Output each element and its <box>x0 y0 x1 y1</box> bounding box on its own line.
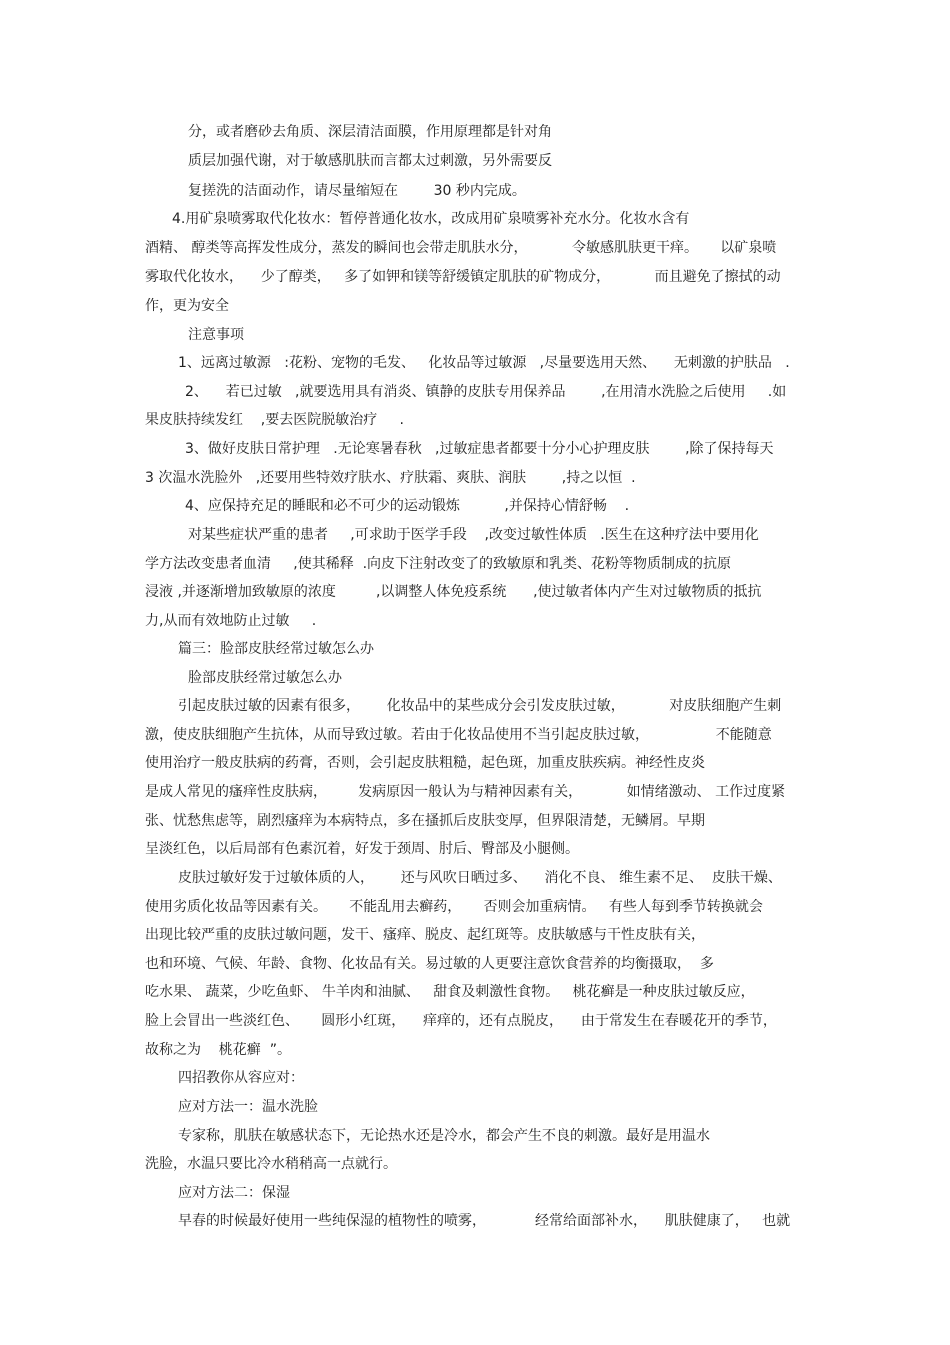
text-line: 出现比较严重的皮肤过敏问题，发干、瘙痒、脱皮、起红斑等。皮肤敏感与干性皮肤有关， <box>145 927 705 943</box>
text-line: 是成人常见的瘙痒性皮肤病， 发病原因一般认为与精神因素有关， 如情绪激动、 工作过度紧 <box>145 784 786 800</box>
section-heading: 篇三：脸部皮肤经常过敏怎么办 <box>178 641 374 657</box>
text-line: 学方法改变患者血清 ,使其稀释 .向皮下注射改变了的致敏原和乳类、花粉等物质制成的抗原 <box>145 556 732 572</box>
text-line: 对某些症状严重的患者 ,可求助于医学手段 ,改变过敏性体质 .医生在这种疗法中要用化 <box>188 527 759 543</box>
text-line: 雾取代化妆水， 少了醇类， 多了如钾和镁等舒缓镇定肌肤的矿物成分， 而且避免了擦拭的动 <box>145 269 781 285</box>
section-heading: 四招教你从容应对： <box>178 1070 304 1086</box>
method-heading: 应对方法一：温水洗脸 <box>178 1099 318 1115</box>
text-line: 4.用矿泉喷雾取代化妆水：暂停普通化妆水，改成用矿泉喷雾补充水分。化妆水含有 <box>172 211 690 227</box>
text-line: 作，更为安全 <box>145 298 229 314</box>
text-line: 使用劣质化妆品等因素有关。 不能乱用去癣药， 否则会加重病情。 有些人每到季节转换就会 <box>145 899 763 915</box>
article-title: 脸部皮肤经常过敏怎么办 <box>188 670 342 686</box>
text-line: 呈淡红色，以后局部有色素沉着，好发于颈周、肘后、臀部及小腿侧。 <box>145 841 579 857</box>
text-line: 酒精、 醇类等高挥发性成分，蒸发的瞬间也会带走肌肤水分， 令敏感肌肤更干痒。 以矿泉喷 <box>145 240 777 256</box>
text-line: 吃水果、 蔬菜，少吃鱼虾、 牛羊肉和油腻、 甜食及刺激性食物。 桃花癣是一种皮肤过敏反应， <box>145 984 755 1000</box>
text-line: 故称之为 桃花癣 ”。 <box>145 1042 291 1058</box>
text-line: 引起皮肤过敏的因素有很多， 化妆品中的某些成分会引发皮肤过敏， 对皮肤细胞产生刺 <box>178 698 782 714</box>
text-line: 3、做好皮肤日常护理 .无论寒暑春秋 ,过敏症患者都要十分小心护理皮肤 ,除了保持每天 <box>185 441 774 457</box>
text-line: 脸上会冒出一些淡红色、 圆形小红斑， 痒痒的，还有点脱皮， 由于常发生在春暖花开的季节， <box>145 1013 777 1029</box>
text-line: 激，使皮肤细胞产生抗体，从而导致过敏。若由于化妆品使用不当引起皮肤过敏， 不能随意 <box>145 727 772 743</box>
text-line: 2、 若已过敏 ,就要选用具有消炎、镇静的皮肤专用保养品 ,在用清水洗脸之后使用 .如 <box>185 384 787 400</box>
text-line: 早春的时候最好使用一些纯保湿的植物性的喷雾， 经常给面部补水， 肌肤健康了， 也就 <box>178 1213 791 1229</box>
text-line: 使用治疗一般皮肤病的药膏，否则，会引起皮肤粗糙，起色斑，加重皮肤疾病。神经性皮炎 <box>145 755 705 771</box>
text-line: 1、远离过敏源 :花粉、宠物的毛发、 化妆品等过敏源 ,尽量要选用天然、 无刺激的护肤品 . <box>178 355 790 371</box>
text-line: 也和环境、气候、年龄、食物、化妆品有关。易过敏的人更要注意饮食营养的均衡摄取， 多 <box>145 956 714 972</box>
text-line: 复搓洗的洁面动作，请尽量缩短在 30 秒内完成。 <box>188 183 526 199</box>
text-line: 皮肤过敏好发于过敏体质的人， 还与风吹日晒过多、 消化不良、 维生素不足、 皮肤干燥、 <box>178 870 782 886</box>
method-heading: 应对方法二：保湿 <box>178 1185 290 1201</box>
text-line: 浸液 ,并逐渐增加致敏原的浓度 ,以调整人体免疫系统 ,使过敏者体内产生对过敏物质的抵抗 <box>145 584 762 600</box>
text-line: 专家称，肌肤在敏感状态下，无论热水还是冷水，都会产生不良的刺激。最好是用温水 <box>178 1128 710 1144</box>
text-line: 4、应保持充足的睡眠和必不可少的运动锻炼 ,并保持心情舒畅 . <box>185 498 630 514</box>
text-line: 质层加强代谢，对于敏感肌肤而言都太过刺激，另外需要反 <box>188 153 552 169</box>
text-line: 果皮肤持续发红 ,要去医院脱敏治疗 . <box>145 412 404 428</box>
text-line: 力,从而有效地防止过敏 . <box>145 613 317 629</box>
text-line: 3 次温水洗脸外 ,还要用些特效疗肤水、疗肤霜、爽肤、润肤 ,持之以恒 . <box>145 470 636 486</box>
text-line: 分，或者磨砂去角质、深层清洁面膜，作用原理都是针对角 <box>188 124 552 140</box>
text-line: 张、忧愁焦虑等，剧烈瘙痒为本病特点，多在搔抓后皮肤变厚，但界限清楚，无鳞屑。早期 <box>145 813 705 829</box>
text-line: 洗脸，水温只要比冷水稍稍高一点就行。 <box>145 1156 397 1172</box>
section-heading: 注意事项 <box>188 327 244 343</box>
